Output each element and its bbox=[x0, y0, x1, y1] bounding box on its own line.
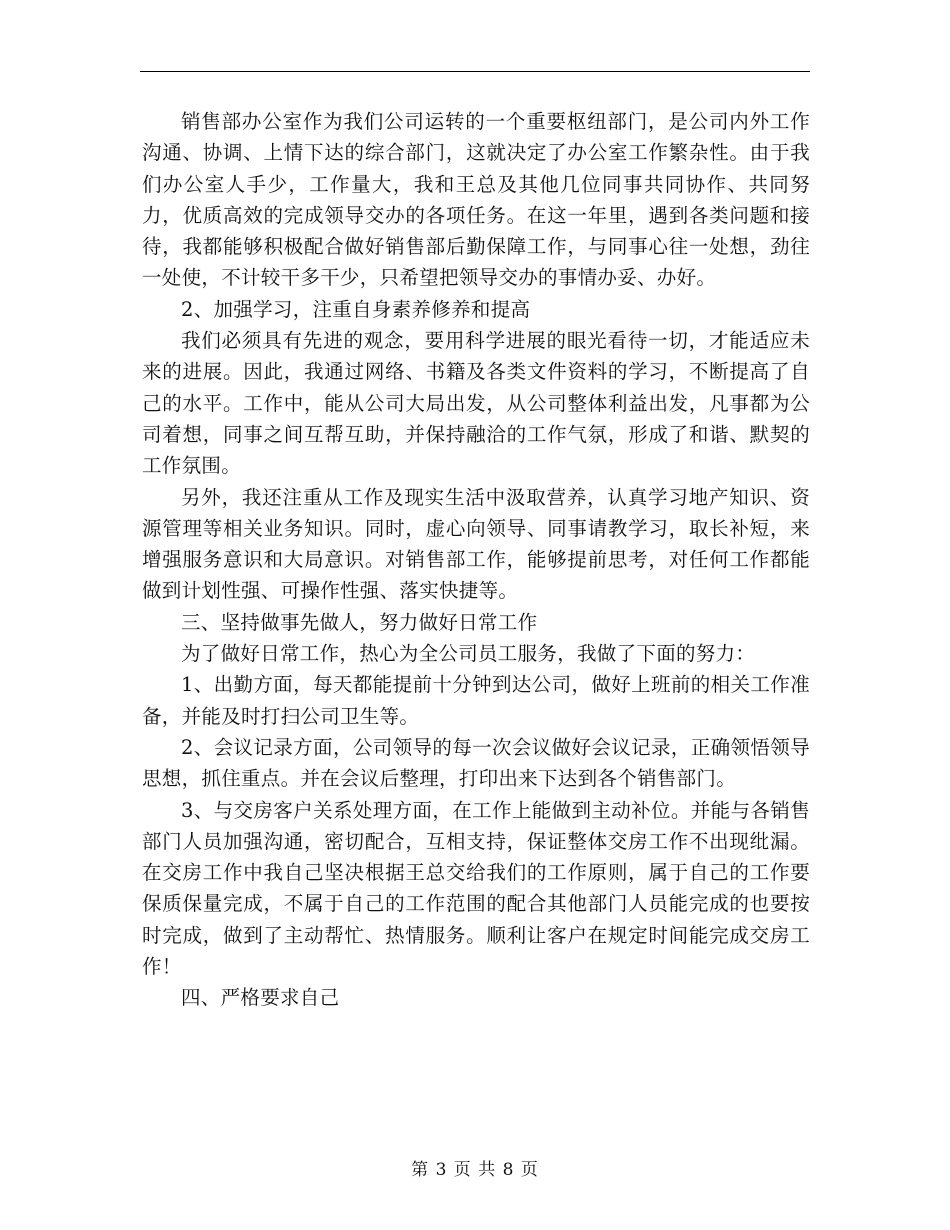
heading-strengthen-learning: 2、加强学习，注重自身素养修养和提高 bbox=[181, 297, 531, 321]
paragraph-efforts-intro: 为了做好日常工作，热心为全公司员工服务，我做了下面的努力： bbox=[181, 642, 756, 666]
heading-self-discipline: 四、严格要求自己 bbox=[181, 986, 340, 1010]
paragraph-advanced-concepts: 我们必须具有先进的观念，要用科学进展的眼光看待一切，才能适应未来的进展。因此，我通过网络、书籍及各类文件资料的学习，不断提高了自己的水平。工作中，能从公司大局出发，从公司整体利益出发，凡事都为公司着想，同事之间互帮互助，并保持融洽的工作气氛，形成了和谐、默契的工作氛围。 bbox=[142, 329, 810, 478]
paragraph-additional-learning: 另外，我还注重从工作及现实生活中汲取营养，认真学习地产知识、资源管理等相关业务知识。同时，虚心向领导、同事请教学习，取长补短，来增强服务意识和大局意识。对销售部工作，能够提前思考，对任何工作都能做到计划性强、可操作性强、落实快捷等。 bbox=[142, 485, 810, 603]
header-rule bbox=[140, 71, 810, 72]
document-body bbox=[142, 106, 810, 1014]
paragraph-meeting-records: 2、会议记录方面，公司领导的每一次会议做好会议记录，正确领悟领导思想，抓住重点。并在会议后整理，打印出来下达到各个销售部门。 bbox=[142, 735, 810, 791]
page-number-footer: 第 3 页 共 8 页 bbox=[411, 1160, 539, 1180]
paragraph-office-role: 销售部办公室作为我们公司运转的一个重要枢纽部门，是公司内外工作沟通、协调、上情下达的综合部门，这就决定了办公室工作繁杂性。由于我们办公室人手少，工作量大，我和王总及其他几位同事共同协作、共同努力，优质高效的完成领导交办的各项任务。在这一年里，遇到各类问题和接待，我都能够积极配合做好销售部后勤保障工作，与同事心往一处想，劲往一处使，不计较干多干少，只希望把领导交办的事情办妥、办好。 bbox=[142, 110, 810, 290]
paragraph-client-relations: 3、与交房客户关系处理方面，在工作上能做到主动补位。并能与各销售部门人员加强沟通，密切配合，互相支持，保证整体交房工作不出现纰漏。在交房工作中我自己坚决根据王总交给我们的工作原则，属于自己的工作要保质保量完成，不属于自己的工作范围的配合其他部门人员能完成的也要按时完成，做到了主动帮忙、热情服务。顺利让客户在规定时间能完成交房工作！ bbox=[142, 798, 810, 979]
paragraph-attendance: 1、出勤方面，每天都能提前十分钟到达公司，做好上班前的相关工作准备，并能及时打扫公司卫生等。 bbox=[142, 673, 810, 728]
heading-daily-work: 三、坚持做事先做人，努力做好日常工作 bbox=[181, 610, 538, 634]
